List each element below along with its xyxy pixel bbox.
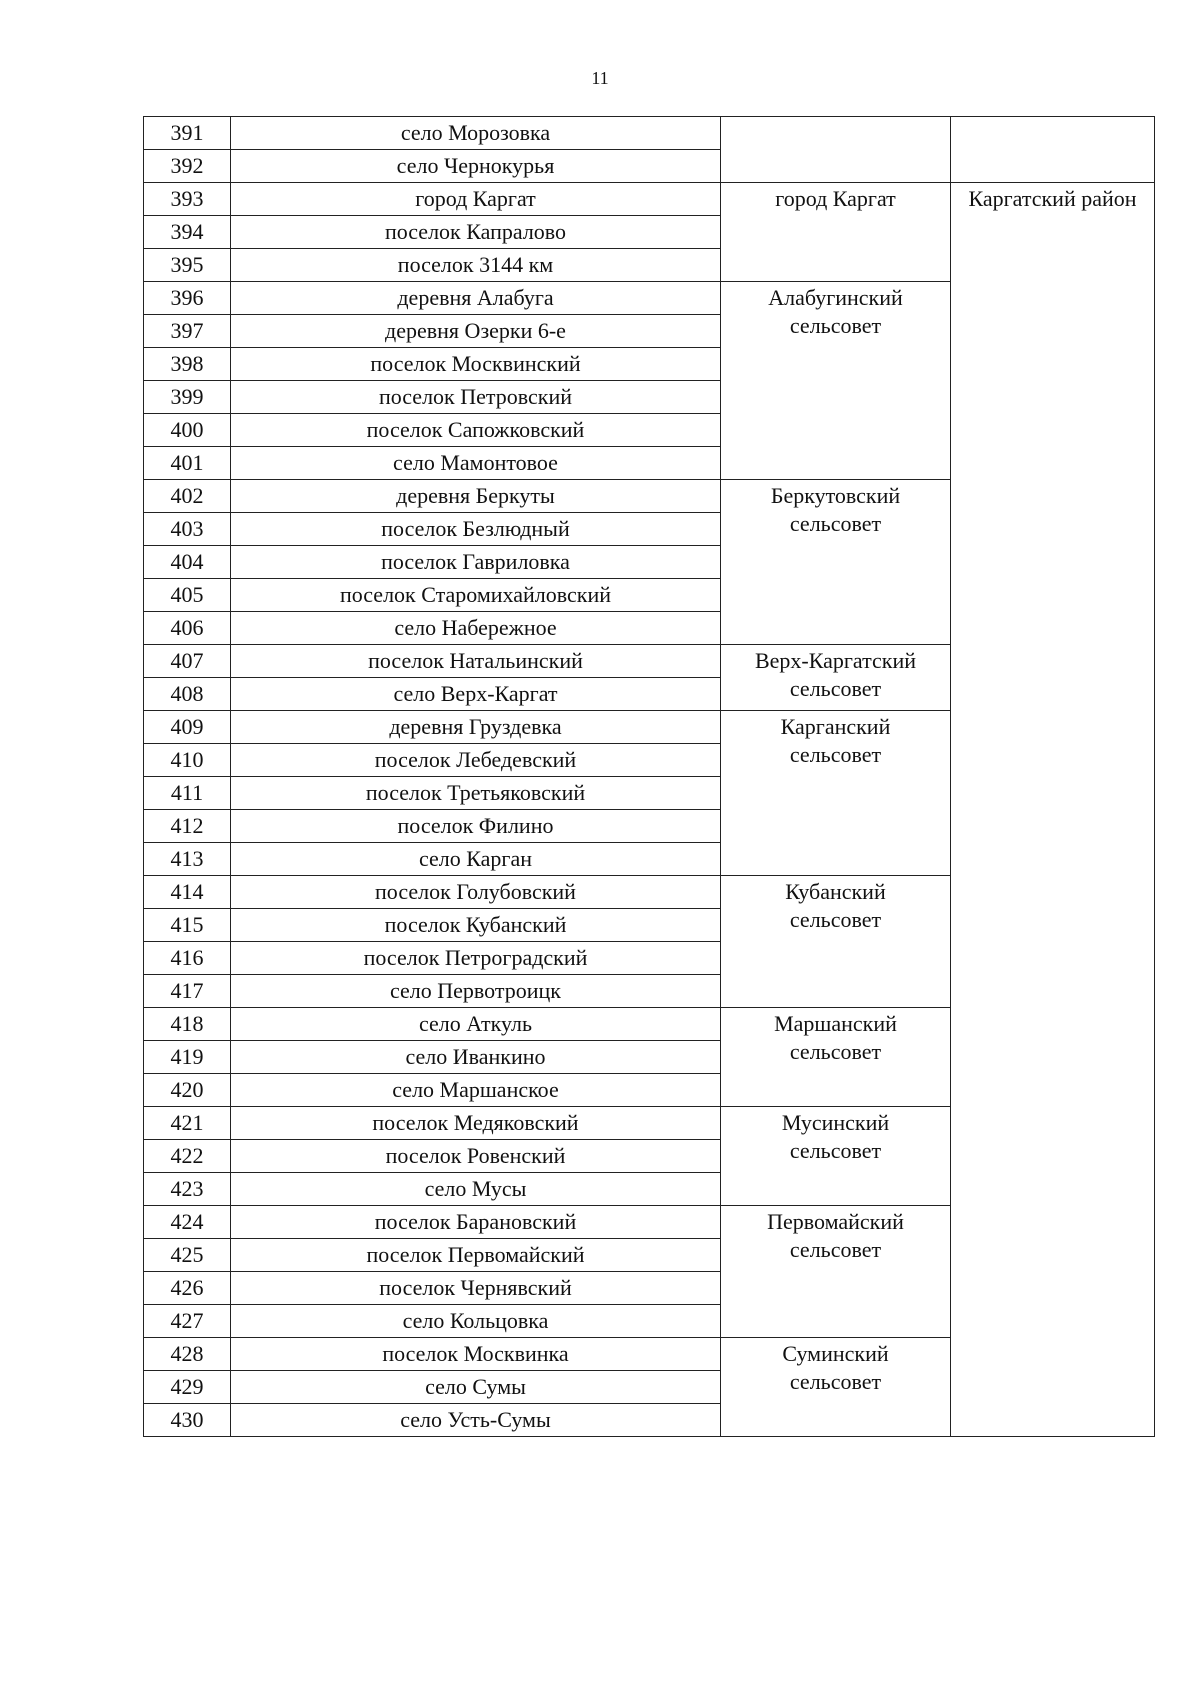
row-number: 412 <box>144 810 231 843</box>
row-number: 400 <box>144 414 231 447</box>
row-number: 422 <box>144 1140 231 1173</box>
settlement-name: поселок Ровенский <box>231 1140 721 1173</box>
settlement-name: село Мамонтовое <box>231 447 721 480</box>
row-number: 406 <box>144 612 231 645</box>
municipality-cell <box>721 1008 951 1107</box>
row-number: 397 <box>144 315 231 348</box>
municipality-name-line: сельсовет <box>789 1039 882 1064</box>
settlement-name: поселок Петроградский <box>231 942 721 975</box>
municipality-name-line: Карганский <box>780 714 891 739</box>
settlement-name: поселок Сапожковский <box>231 414 721 447</box>
municipality-name-line: сельсовет <box>789 907 882 932</box>
row-number: 424 <box>144 1206 231 1239</box>
row-number: 418 <box>144 1008 231 1041</box>
settlement-name: поселок Кубанский <box>231 909 721 942</box>
row-number: 417 <box>144 975 231 1008</box>
settlement-name: поселок Чернявский <box>231 1272 721 1305</box>
settlement-name: поселок Голубовский <box>231 876 721 909</box>
settlement-name: город Каргат <box>231 183 721 216</box>
row-number: 428 <box>144 1338 231 1371</box>
municipality-cell <box>721 183 951 282</box>
settlement-name: село Карган <box>231 843 721 876</box>
settlement-name: село Верх-Каргат <box>231 678 721 711</box>
settlement-name: поселок 3144 км <box>231 249 721 282</box>
row-number: 420 <box>144 1074 231 1107</box>
settlement-name: село Кольцовка <box>231 1305 721 1338</box>
municipality-cell <box>721 282 951 480</box>
settlement-name: поселок Капралово <box>231 216 721 249</box>
municipality-name-line: Маршанский <box>774 1011 897 1036</box>
municipality-name-line: сельсовет <box>789 1237 882 1262</box>
settlement-name: село Иванкино <box>231 1041 721 1074</box>
municipality-cell <box>721 1206 951 1338</box>
row-number: 416 <box>144 942 231 975</box>
row-number: 430 <box>144 1404 231 1437</box>
row-number: 403 <box>144 513 231 546</box>
table-row <box>144 183 1155 216</box>
settlement-name: деревня Озерки 6-е <box>231 315 721 348</box>
row-number: 421 <box>144 1107 231 1140</box>
row-number: 399 <box>144 381 231 414</box>
municipality-name-line: Суминский <box>782 1341 889 1366</box>
municipality-cell <box>721 117 951 183</box>
settlement-name: село Сумы <box>231 1371 721 1404</box>
settlement-name: село Аткуль <box>231 1008 721 1041</box>
row-number: 415 <box>144 909 231 942</box>
settlement-name: деревня Груздевка <box>231 711 721 744</box>
settlement-name: поселок Безлюдный <box>231 513 721 546</box>
row-number: 392 <box>144 150 231 183</box>
settlement-name: село Первотроицк <box>231 975 721 1008</box>
municipality-cell <box>721 876 951 1008</box>
settlement-name: деревня Беркуты <box>231 480 721 513</box>
row-number: 408 <box>144 678 231 711</box>
municipality-name-line: сельсовет <box>789 313 882 338</box>
municipality-name-line: Первомайский <box>767 1209 904 1234</box>
settlement-name: поселок Старомихайловский <box>231 579 721 612</box>
settlement-name: поселок Филино <box>231 810 721 843</box>
municipality-name-line: сельсовет <box>789 676 882 701</box>
row-number: 401 <box>144 447 231 480</box>
municipality-cell <box>721 480 951 645</box>
settlement-name: поселок Третьяковский <box>231 777 721 810</box>
settlement-name: село Набережное <box>231 612 721 645</box>
settlement-name: поселок Лебедевский <box>231 744 721 777</box>
row-number: 411 <box>144 777 231 810</box>
settlement-name: село Чернокурья <box>231 150 721 183</box>
settlement-name: село Усть-Сумы <box>231 1404 721 1437</box>
row-number: 410 <box>144 744 231 777</box>
settlements-table-container <box>143 116 1155 1437</box>
district-cell: Каргатский район <box>951 183 1155 1437</box>
municipality-name-line: Кубанский <box>785 879 886 904</box>
settlements-table-body <box>144 117 1155 1437</box>
municipality-name-line: сельсовет <box>789 742 882 767</box>
row-number: 419 <box>144 1041 231 1074</box>
municipality-name-line: Беркутовский <box>770 483 901 508</box>
row-number: 413 <box>144 843 231 876</box>
municipality-name-line: Алабугинский <box>768 285 903 310</box>
municipality-cell <box>721 711 951 876</box>
row-number: 393 <box>144 183 231 216</box>
row-number: 427 <box>144 1305 231 1338</box>
settlement-name: поселок Гавриловка <box>231 546 721 579</box>
table-row <box>144 117 1155 150</box>
settlement-name: село Морозовка <box>231 117 721 150</box>
row-number: 395 <box>144 249 231 282</box>
settlement-name: поселок Москвинка <box>231 1338 721 1371</box>
municipality-cell <box>721 1107 951 1206</box>
municipality-name-line: Верх-Каргатский <box>754 648 916 673</box>
municipality-name-line: сельсовет <box>789 1369 882 1394</box>
settlement-name: село Мусы <box>231 1173 721 1206</box>
municipality-name-line: город Каргат <box>775 186 896 211</box>
row-number: 426 <box>144 1272 231 1305</box>
municipality-name-line: сельсовет <box>789 1138 882 1163</box>
settlement-name: поселок Барановский <box>231 1206 721 1239</box>
row-number: 409 <box>144 711 231 744</box>
row-number: 404 <box>144 546 231 579</box>
settlement-name: деревня Алабуга <box>231 282 721 315</box>
settlements-table <box>143 116 1155 1437</box>
settlement-name: село Маршанское <box>231 1074 721 1107</box>
row-number: 398 <box>144 348 231 381</box>
row-number: 407 <box>144 645 231 678</box>
settlement-name: поселок Москвинский <box>231 348 721 381</box>
row-number: 425 <box>144 1239 231 1272</box>
settlement-name: поселок Натальинский <box>231 645 721 678</box>
row-number: 394 <box>144 216 231 249</box>
municipality-name-line: Мусинский <box>781 1110 890 1135</box>
district-cell-top <box>951 117 1155 183</box>
row-number: 402 <box>144 480 231 513</box>
municipality-cell <box>721 1338 951 1437</box>
page-number: 11 <box>591 68 609 88</box>
settlement-name: поселок Медяковский <box>231 1107 721 1140</box>
row-number: 391 <box>144 117 231 150</box>
municipality-cell <box>721 645 951 711</box>
row-number: 405 <box>144 579 231 612</box>
row-number: 423 <box>144 1173 231 1206</box>
row-number: 414 <box>144 876 231 909</box>
settlement-name: поселок Первомайский <box>231 1239 721 1272</box>
row-number: 396 <box>144 282 231 315</box>
municipality-name-line: сельсовет <box>789 511 882 536</box>
settlement-name: поселок Петровский <box>231 381 721 414</box>
row-number: 429 <box>144 1371 231 1404</box>
